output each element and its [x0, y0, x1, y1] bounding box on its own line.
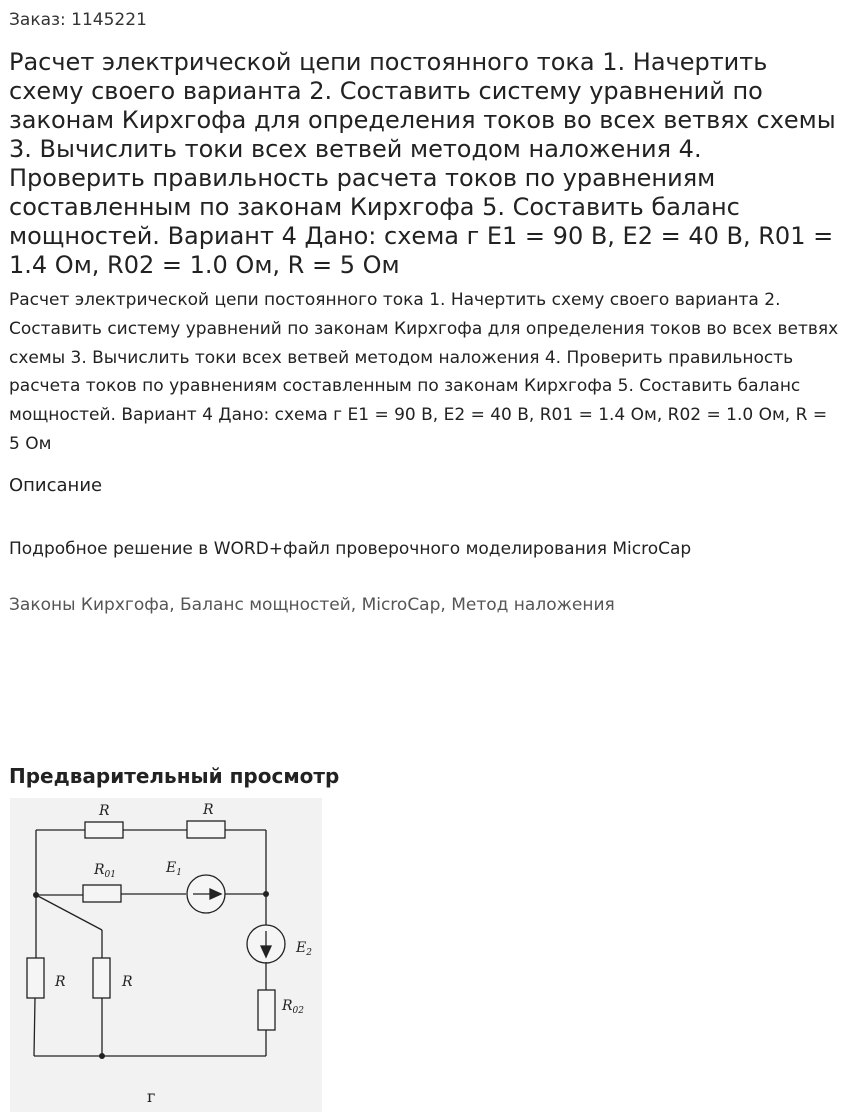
- label-r-mid: R: [122, 974, 133, 990]
- order-number: Заказ: 1145221: [9, 10, 147, 30]
- description-heading: Описание: [9, 475, 103, 496]
- label-scheme: г: [147, 1087, 156, 1106]
- tag-link[interactable]: MicroCap: [361, 595, 441, 615]
- tag-link[interactable]: Баланс мощностей: [180, 595, 351, 615]
- tag-link[interactable]: Метод наложения: [451, 595, 615, 615]
- task-text: Расчет электрической цепи постоянного тока 1. Начертить схему своего варианта 2. Составить систему уравнений по законам Кирхгофа для определения токов во всех ветвях схемы 3. Вычислить токи всех ветвей методом наложения 4. Проверить правильность расчета токов по уравнениям составленным по законам Кирхгофа 5. Составить баланс мощностей. Вариант 4 Дано: схема г E1 = 90 В, E2 = 40 В, R01 = 1.4 Ом, R02 = 1.0 Ом, R = 5 Ом: [9, 290, 839, 454]
- page-title: Расчет электрической цепи постоянного тока 1. Начертить схему своего варианта 2. Составить систему уравнений по законам Кирхгофа для определения токов во всех ветвях схемы 3. Вычислить токи всех ветвей методом наложения 4. Проверить правильность расчета токов по уравнениям составленным по законам Кирхгофа 5. Составить баланс мощностей. Вариант 4 Дано: схема г E1 = 90 В, E2 = 40 В, R01 = 1.4 Ом, R02 = 1.0 Ом, R = 5 Ом: [9, 48, 836, 279]
- label-e2: $E_2$: [296, 940, 312, 958]
- label-r01: $R_{01}$: [94, 862, 116, 880]
- label-r-top-left: R: [99, 803, 110, 819]
- label-r02: $R_{02}$: [282, 998, 304, 1016]
- label-r-top-right: R: [203, 802, 214, 818]
- label-e1: $E_1$: [166, 860, 182, 878]
- label-r-left: R: [55, 974, 66, 990]
- preview-image: [10, 798, 322, 1112]
- circuit-diagram: [10, 798, 322, 1112]
- preview-heading: Предварительный просмотр: [9, 764, 340, 788]
- tag-link[interactable]: Законы Кирхгофа: [9, 595, 170, 615]
- description-text: Подробное решение в WORD+файл проверочного моделирования MicroCap: [9, 539, 692, 559]
- tag-list: Законы Кирхгофа, Баланс мощностей, MicroCap, Метод наложения: [9, 595, 615, 615]
